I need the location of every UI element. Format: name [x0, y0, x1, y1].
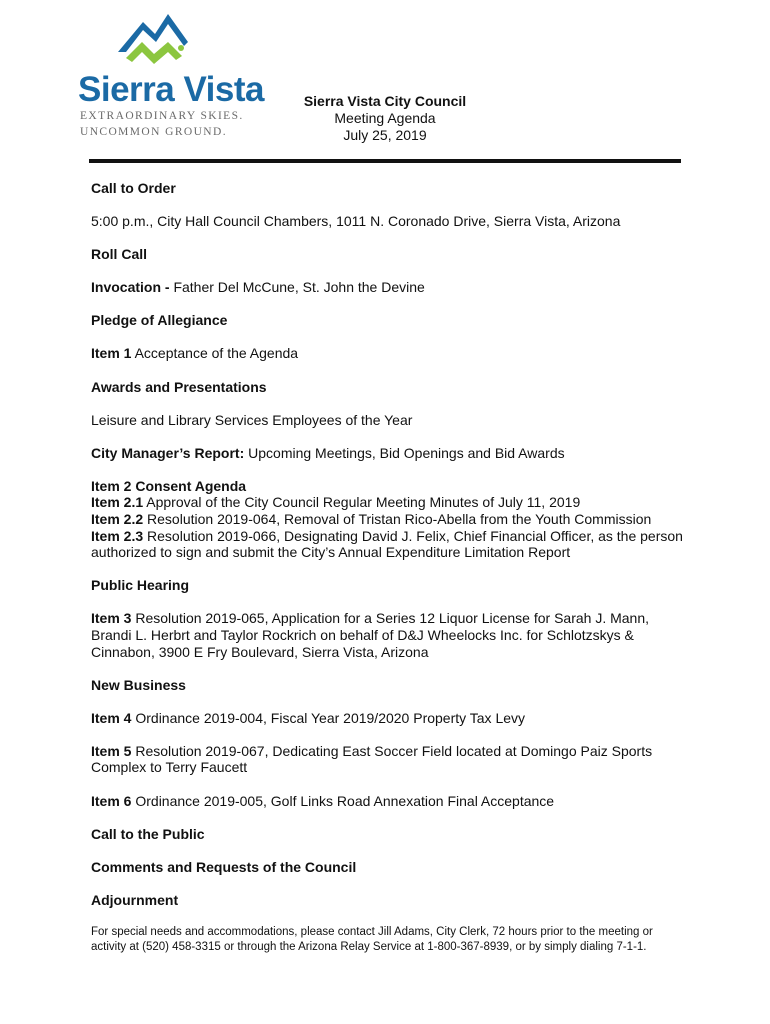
council-title: Sierra Vista City Council	[303, 93, 467, 109]
item-2-2-label: Item 2.2	[91, 511, 144, 528]
item-2-heading: Item 2 Consent Agenda	[91, 477, 247, 494]
agenda-subtitle: Meeting Agenda	[334, 110, 436, 126]
city-logo	[70, 12, 264, 138]
call-to-public-heading: Call to the Public	[91, 825, 205, 842]
invocation-text: Father Del McCune, St. John the Devine	[169, 279, 425, 296]
roll-call-heading: Roll Call	[91, 246, 148, 263]
logo-tagline-1: EXTRAORDINARY SKIES.	[80, 110, 244, 122]
document-header	[270, 93, 500, 144]
item-4	[91, 710, 691, 727]
awards-heading: Awards and Presentations	[91, 378, 267, 395]
item-3-text: Resolution 2019-065, Application for a Series 12 Liquor License for Sarah J. Mann, Brandi L. Herbrt and Taylor Rockrich on behalf of D&J Wheelocks Inc. for Schlotzskys & Cinnabon, 3900 E Fry Boulevard, Sierra Vista, Arizona	[91, 610, 650, 660]
header-divider	[89, 159, 681, 163]
item-1-label: Item 1	[91, 345, 132, 362]
meeting-location: 5:00 p.m., City Hall Council Chambers, 1011 N. Coronado Drive, Sierra Vista, Arizona	[91, 213, 621, 230]
call-to-order-heading: Call to Order	[91, 180, 176, 196]
item-1	[91, 345, 691, 362]
item-5	[91, 743, 691, 776]
mountain-logo-icon	[118, 12, 188, 70]
new-business-heading: New Business	[91, 676, 186, 693]
item-5-label: Item 5	[91, 742, 132, 759]
invocation-label: Invocation -	[91, 279, 170, 296]
manager-report	[91, 445, 691, 462]
pledge-heading: Pledge of Allegiance	[91, 312, 228, 329]
item-4-label: Item 4	[91, 709, 132, 726]
meeting-date: July 25, 2019	[343, 127, 427, 143]
item-2-1-label: Item 2.1	[91, 494, 144, 511]
logo-brand-text: Sierra Vista	[78, 70, 264, 109]
item-2-1-text: Approval of the City Council Regular Meeting Minutes of July 11, 2019	[143, 494, 581, 511]
manager-report-label: City Manager’s Report:	[91, 444, 245, 461]
logo-tagline-2: UNCOMMON GROUND.	[80, 126, 227, 138]
item-4-text: Ordinance 2019-004, Fiscal Year 2019/2020 Property Tax Levy	[131, 709, 526, 726]
item-2-2-text: Resolution 2019-064, Removal of Tristan Rico-Abella from the Youth Commission	[143, 511, 652, 528]
adjournment-heading: Adjournment	[91, 891, 179, 908]
item-3-label: Item 3	[91, 610, 132, 627]
agenda-body	[91, 180, 691, 971]
item-2-3-label: Item 2.3	[91, 527, 144, 544]
item-5-text: Resolution 2019-067, Dedicating East Soccer Field located at Domingo Paiz Sports Complex to Terry Faucett	[91, 742, 653, 776]
accessibility-note: For special needs and accommodations, please contact Jill Adams, City Clerk, 72 hours prior to the meeting or activity at (520) 458-3315 or through the Arizona Relay Service at 1-800-367-8939, or by simply dialing 7-1-1.	[91, 925, 653, 953]
public-hearing-heading: Public Hearing	[91, 577, 190, 594]
item-6-label: Item 6	[91, 792, 132, 809]
awards-text: Leisure and Library Services Employees of the Year	[91, 411, 413, 428]
item-6-text: Ordinance 2019-005, Golf Links Road Annexation Final Acceptance	[131, 792, 555, 809]
item-6	[91, 793, 691, 810]
item-3	[91, 610, 691, 660]
consent-agenda	[91, 478, 691, 561]
comments-heading: Comments and Requests of the Council	[91, 858, 357, 875]
item-2-3-text: Resolution 2019-066, Designating David J. Felix, Chief Financial Officer, as the person authorized to sign and submit the City’s Annual Expenditure Limitation Report	[91, 527, 683, 561]
manager-report-text: Upcoming Meetings, Bid Openings and Bid Awards	[244, 444, 565, 461]
invocation-line	[91, 279, 691, 296]
item-1-text: Acceptance of the Agenda	[131, 345, 299, 362]
